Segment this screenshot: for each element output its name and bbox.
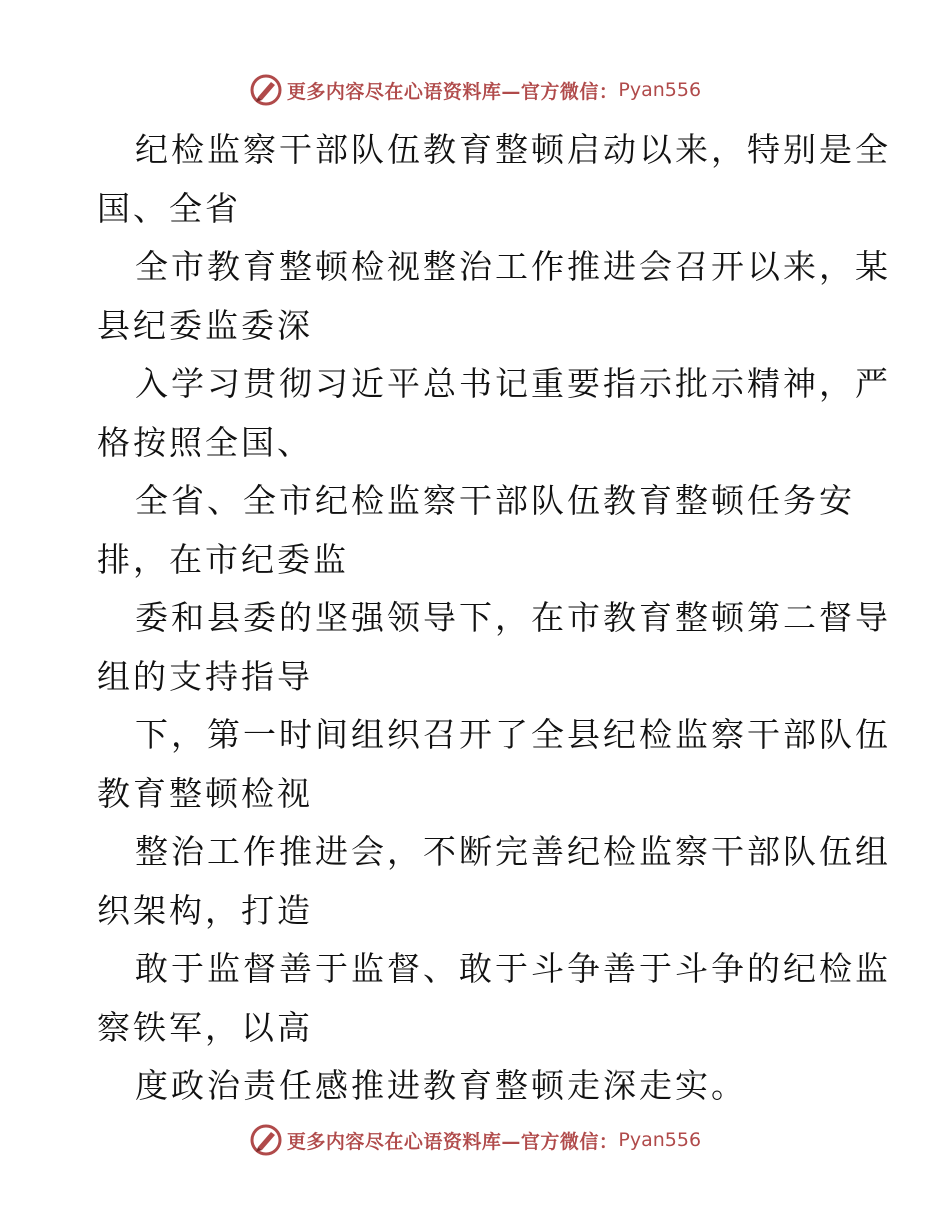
footer-watermark-handle: Pyan556	[618, 1129, 702, 1151]
header-watermark-banner	[0, 70, 950, 110]
header-watermark-handle: Pyan556	[618, 79, 702, 101]
document-body	[97, 121, 891, 1116]
body-line: 整治工作推进会，不断完善纪检监察干部队伍组	[135, 832, 891, 871]
body-line: 度政治责任感推进教育整顿走深走实。	[135, 1066, 747, 1105]
footer-watermark-banner	[0, 1120, 950, 1160]
body-line: 全市教育整顿检视整治工作推进会召开以来，某	[135, 247, 891, 286]
body-line: 教育整顿检视	[97, 773, 313, 813]
body-line: 察铁军，以高	[97, 1007, 313, 1047]
body-line: 县纪委监委深	[97, 305, 313, 345]
body-line: 国、全省	[97, 188, 241, 228]
body-line: 排，在市纪委监	[97, 539, 349, 579]
body-line: 组的支持指导	[97, 656, 313, 696]
pen-circle-logo-icon	[249, 73, 283, 107]
body-line: 入学习贯彻习近平总书记重要指示批示精神，严	[135, 364, 891, 403]
header-watermark-text: 更多内容尽在心语资料库—官方微信：	[286, 80, 619, 103]
footer-watermark-text: 更多内容尽在心语资料库—官方微信：	[286, 1130, 619, 1153]
body-line: 纪检监察干部队伍教育整顿启动以来，特别是全	[135, 130, 891, 169]
body-line: 敢于监督善于监督、敢于斗争善于斗争的纪检监	[135, 949, 891, 988]
body-line: 下，第一时间组织召开了全县纪检监察干部队伍	[135, 715, 891, 754]
body-line: 委和县委的坚强领导下，在市教育整顿第二督导	[135, 598, 891, 637]
body-line: 格按照全国、	[97, 422, 313, 462]
body-line: 织架构，打造	[97, 890, 313, 930]
pen-circle-logo-icon	[249, 1123, 283, 1157]
body-line: 全省、全市纪检监察干部队伍教育整顿任务安	[135, 481, 855, 520]
